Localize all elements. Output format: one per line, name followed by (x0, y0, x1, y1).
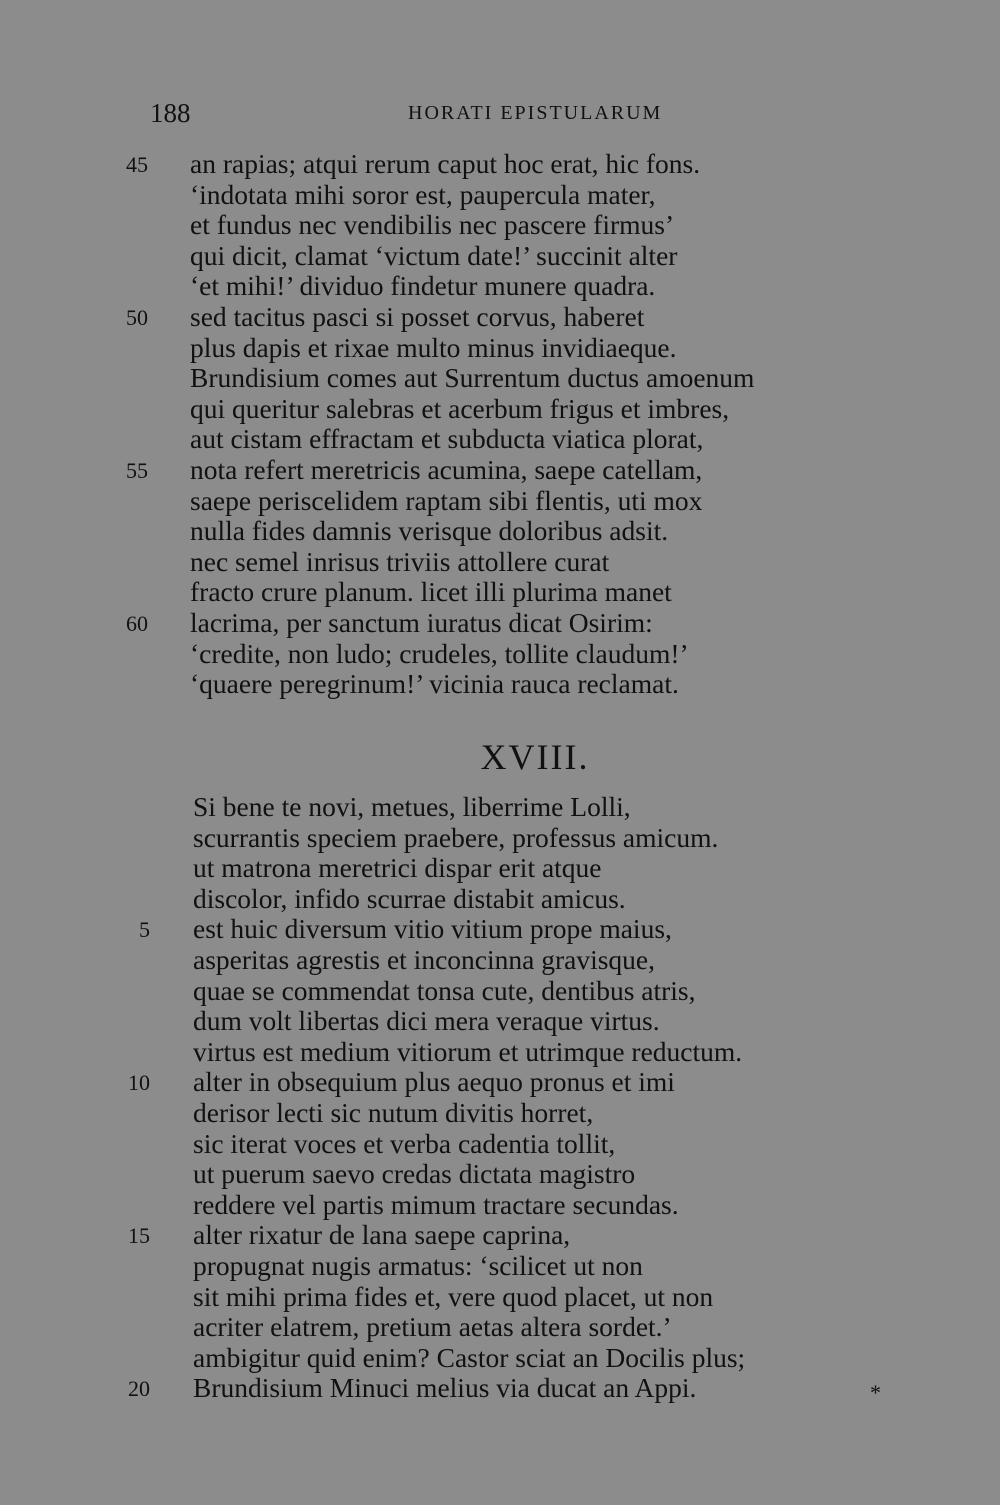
verse-text: ‘et mihi!’ dividuo findetur munere quadra. (190, 270, 656, 302)
verse-text: lacrima, per sanctum iuratus dicat Osirim: (190, 606, 653, 638)
verse-line (0, 1036, 1000, 1067)
verse-text: alter in obsequium plus aequo pronus et imi (193, 1066, 675, 1098)
verse-text: Brundisium Minuci melius via ducat an Appi. (193, 1372, 697, 1404)
verse-text: plus dapis et rixae multo minus invidiaeque. (190, 331, 677, 363)
verse-text: qui dicit, clamat ‘victum date!’ succinit alter (190, 239, 678, 271)
verse-text: aut cistam effractam et subducta viatica plorat, (190, 423, 704, 455)
verse-line (0, 270, 1000, 301)
verse-line (0, 1342, 1000, 1373)
verse-text: et fundus nec vendibilis nec pascere firmus’ (190, 209, 675, 241)
running-title: HORATI EPISTULARUM (408, 102, 663, 124)
verse-text: nulla fides damnis verisque doloribus adsit. (190, 515, 669, 547)
verse-text: sic iterat voces et verba cadentia tollit, (193, 1127, 616, 1159)
verse-text: ‘credite, non ludo; crudeles, tollite claudum!’ (190, 637, 689, 669)
verse-text: scurrantis speciem praebere, professus amicum. (193, 821, 719, 853)
line-number: 45 (126, 152, 148, 177)
verse-line (0, 1128, 1000, 1159)
line-number: 55 (126, 457, 148, 483)
verse-line (0, 638, 1000, 669)
verse-line (0, 1281, 1000, 1312)
verse-line (0, 485, 1000, 516)
verse-text: ‘indotata mihi soror est, paupercula mater, (190, 178, 656, 210)
verse-text: fracto crure planum. licet illi plurima manet (190, 576, 672, 608)
verse-text: ut puerum saevo credas dictata magistro (193, 1158, 636, 1190)
verse-line (0, 454, 1000, 485)
verse-text: saepe periscelidem raptam sibi flentis, uti mox (190, 484, 703, 516)
verse-text: qui queritur salebras et acerbum frigus et imbres, (190, 392, 730, 424)
verse-line (0, 1219, 1000, 1250)
verse-line (0, 576, 1000, 607)
verse-line (0, 179, 1000, 210)
verse-block-1 (0, 148, 1000, 699)
verse-text: propugnat nugis armatus: ‘scilicet ut non (193, 1249, 643, 1281)
section-heading: XVIII. (480, 737, 590, 777)
verse-line (0, 209, 1000, 240)
verse-line (0, 668, 1000, 699)
verse-line (0, 607, 1000, 638)
verse-line (0, 883, 1000, 914)
line-number: 10 (128, 1070, 150, 1096)
verse-line (0, 1158, 1000, 1189)
verse-line (0, 913, 1000, 944)
verse-line (0, 944, 1000, 975)
verse-line (0, 1372, 1000, 1403)
verse-line (0, 148, 1000, 179)
verse-line (0, 362, 1000, 393)
verse-line (0, 393, 1000, 424)
line-number: 20 (128, 1376, 150, 1402)
verse-text: derisor lecti sic nutum divitis horret, (193, 1096, 594, 1128)
verse-text: sit mihi prima fides et, vere quod placet, ut non (193, 1280, 714, 1312)
verse-text: acriter elatrem, pretium aetas altera sordet.’ (193, 1311, 672, 1343)
verse-line (0, 1097, 1000, 1128)
verse-text: est huic diversum vitio vitium prope maius, (193, 913, 672, 945)
verse-text: sed tacitus pasci si posset corvus, haberet (190, 300, 645, 332)
page-number: 188 (150, 98, 191, 128)
verse-line (0, 791, 1000, 822)
verse-line (0, 546, 1000, 577)
verse-text: discolor, infido scurrae distabit amicus. (193, 882, 626, 914)
verse-block-2 (0, 791, 1000, 1403)
verse-text: ambigitur quid enim? Castor sciat an Docilis plus; (193, 1341, 746, 1373)
verse-line (0, 1189, 1000, 1220)
verse-line (0, 1005, 1000, 1036)
verse-line (0, 301, 1000, 332)
verse-line (0, 332, 1000, 363)
verse-text: Brundisium comes aut Surrentum ductus amoenum (190, 362, 755, 394)
line-number: 60 (126, 610, 148, 636)
verse-text: dum volt libertas dici mera veraque virtus. (193, 1005, 660, 1037)
verse-text: nota refert meretricis acumina, saepe catellam, (190, 453, 703, 485)
line-number: 5 (139, 917, 150, 943)
verse-line (0, 1250, 1000, 1281)
verse-text: an rapias; atqui rerum caput hoc erat, hic fons. (190, 148, 701, 179)
verse-line (0, 240, 1000, 271)
verse-text: ‘quaere peregrinum!’ vicinia rauca reclamat. (190, 668, 679, 700)
verse-line (0, 1311, 1000, 1342)
verse-text: ut matrona meretrici dispar erit atque (193, 852, 602, 884)
verse-text: reddere vel partis mimum tractare secundas. (193, 1188, 679, 1220)
verse-line (0, 1066, 1000, 1097)
verse-line (0, 822, 1000, 853)
verse-line (0, 975, 1000, 1006)
verse-line (0, 423, 1000, 454)
page-header (0, 98, 1000, 138)
verse-line (0, 515, 1000, 546)
verse-text: nec semel inrisus triviis attollere curat (190, 545, 610, 577)
verse-line (0, 852, 1000, 883)
verse-text: Si bene te novi, metues, liberrime Lolli, (193, 791, 631, 822)
line-number: 15 (128, 1223, 150, 1249)
verse-text: quae se commendat tonsa cute, dentibus atris, (193, 974, 696, 1006)
verse-text: alter rixatur de lana saepe caprina, (193, 1219, 571, 1251)
line-number: 50 (126, 304, 148, 330)
verse-text: asperitas agrestis et inconcinna gravisque, (193, 943, 655, 975)
verse-text: virtus est medium vitiorum et utrimque reductum. (193, 1035, 743, 1067)
footnote-mark: * (870, 1380, 881, 1405)
